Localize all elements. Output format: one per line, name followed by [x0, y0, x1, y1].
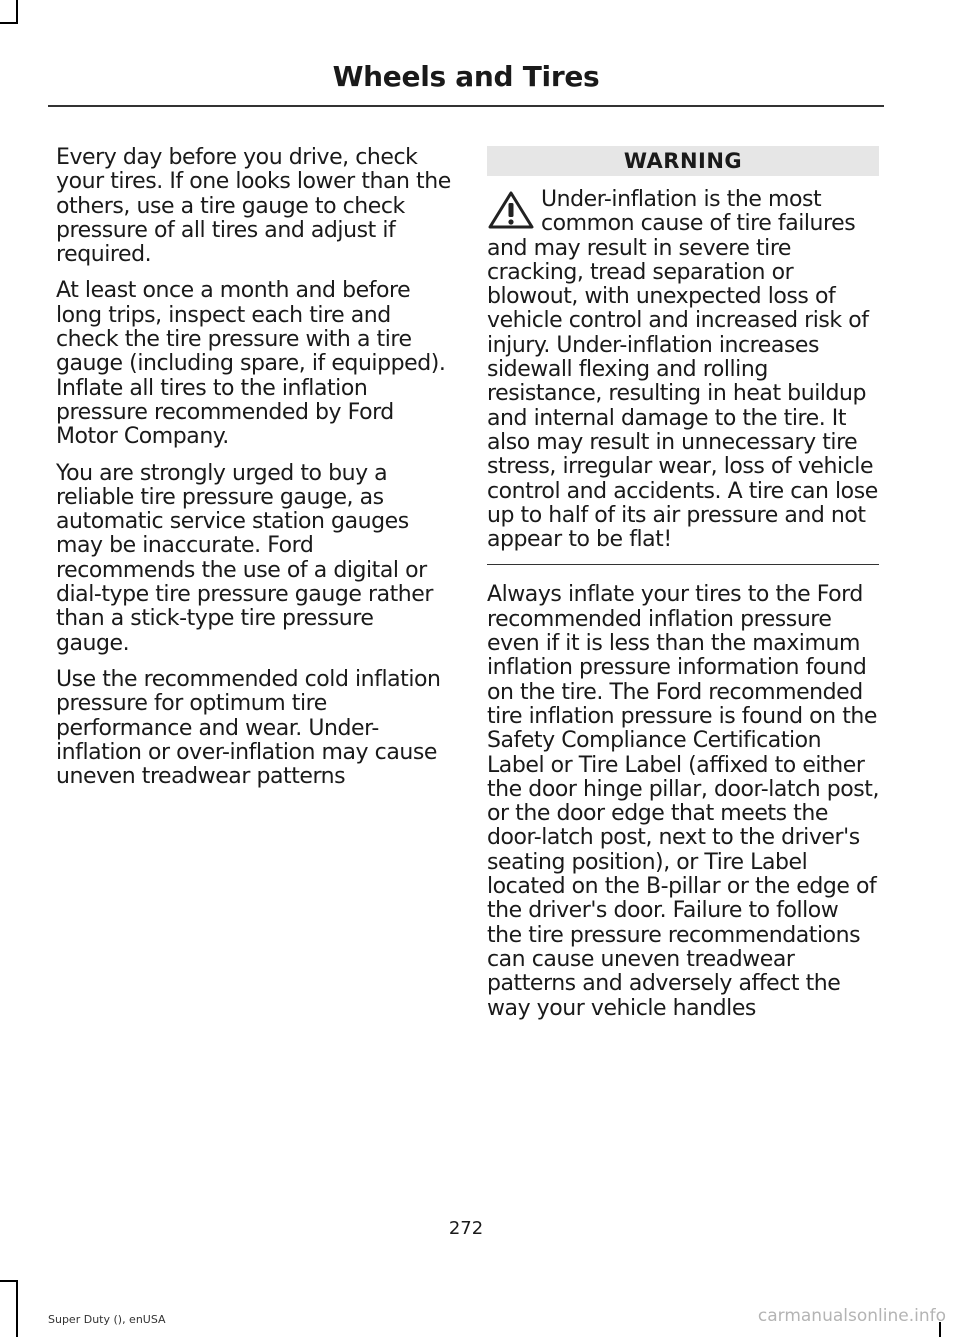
warning-box [487, 188, 879, 552]
paragraph-pressure-gauge: You are strongly urged to buy a reliable tire pressure gauge, as automatic service station gauges may be inaccurate. Ford recommends the use of a digital or dial-type tire pressure gauge rather than a stick-type tire pressure gauge. [56, 460, 433, 656]
paragraph-monthly-inspection: At least once a month and before long trips, inspect each tire and check the tire pressure with a tire gauge (including spare, if equipped). Inflate all tires to the inflation pressure recommended by Ford Motor Company. [56, 278, 446, 450]
warning-heading: WARNING [487, 146, 879, 176]
warning-divider [487, 564, 879, 565]
crop-mark-top-left [16, 0, 18, 24]
crop-mark-bottom-left [16, 1280, 18, 1337]
warning-text: Under-inflation is the most common cause of tire failures and may result in severe tire cracking, tread separation or blowout, with unexpected loss of vehicle control and increased risk of injury. Under-inflation increases sidewall flexing and rolling resistance, resulting in heat buildup and internal damage to the tire. It also may result in unnecessary tire stress, irregular wear, loss of vehicle control and accidents. A tire can lose up to half of its air pressure and not appear to be flat! [487, 187, 878, 553]
edition-label: Super Duty (), enUSA [48, 1313, 166, 1326]
crop-mark-top-left [0, 22, 18, 24]
paragraph-daily-check: Every day before you drive, check your tires. If one looks lower than the others, use a tire gauge to check pressure of all tires and adjust if required. [56, 145, 451, 268]
paragraph-cold-inflation: Use the recommended cold inflation pressure for optimum tire performance and wear. Under-inflation or over-inflation may cause uneven treadwear patterns [56, 666, 441, 790]
right-column [487, 146, 879, 1021]
page-number: 272 [448, 1218, 484, 1239]
crop-mark-bottom-left [0, 1280, 18, 1282]
left-column [56, 146, 451, 801]
paragraph-recommended-pressure: Always inflate your tires to the Ford recommended inflation pressure even if it is less than the maximum inflation pressure information found on the tire. The Ford recommended tire inflation pressure is found on the Safety Compliance Certification Label or Tire Label (affixed to either the door hinge pillar, door-latch post, or the door edge that meets the door-latch post, next to the driver's seating position), or Tire Label located on the B-pillar or the edge of the driver's door. Failure to follow the tire pressure recommendations can cause uneven treadwear patterns and adversely affect the way your vehicle handles [487, 582, 879, 1021]
page-title: Wheels and Tires [332, 60, 600, 93]
watermark: carmanualsonline.info [757, 1306, 946, 1326]
header-rule [48, 105, 884, 107]
warning-triangle-icon [487, 190, 535, 230]
